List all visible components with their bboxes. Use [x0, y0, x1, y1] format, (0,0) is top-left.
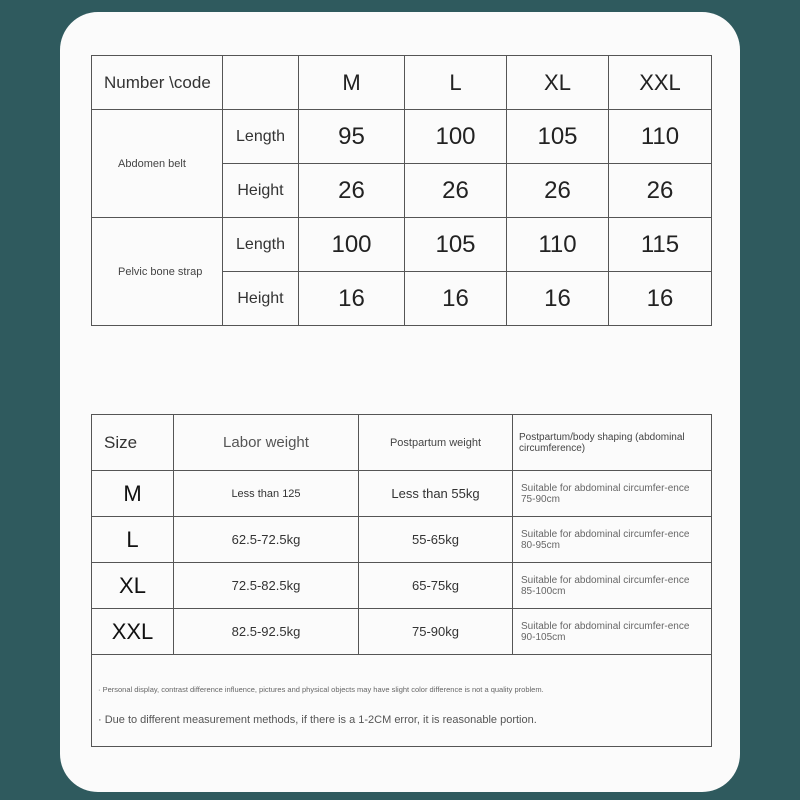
- postpartum-weight-cell: Less than 55kg: [359, 471, 513, 517]
- size-dimension-table: [91, 55, 712, 326]
- labor-weight-cell: 82.5-92.5kg: [174, 609, 359, 655]
- size-header-row: [92, 56, 712, 110]
- group-pelvic-bone-strap: Pelvic bone strap: [92, 218, 223, 326]
- circumference-cell: Suitable for abdominal circumfer-ence 80-95cm: [513, 517, 712, 563]
- table-row: [92, 110, 712, 164]
- value-cell: 100: [405, 110, 507, 164]
- dim-label: Length: [223, 110, 299, 164]
- header-body-shaping: Postpartum/body shaping (abdominal circumference): [513, 415, 712, 471]
- labor-weight-cell: 62.5-72.5kg: [174, 517, 359, 563]
- size-header-xxl: XXL: [609, 56, 712, 110]
- table-row: [92, 218, 712, 272]
- value-cell: 26: [299, 164, 405, 218]
- size-cell: XXL: [92, 609, 174, 655]
- header-labor-weight: Labor weight: [174, 415, 359, 471]
- header-size: Size: [92, 415, 174, 471]
- value-cell: 110: [507, 218, 609, 272]
- value-cell: 105: [405, 218, 507, 272]
- labor-weight-cell: Less than 125: [174, 471, 359, 517]
- value-cell: 16: [299, 272, 405, 326]
- value-cell: 100: [299, 218, 405, 272]
- value-cell: 16: [405, 272, 507, 326]
- notes-row: [92, 655, 712, 747]
- circumference-cell: Suitable for abdominal circumfer-ence 90-105cm: [513, 609, 712, 655]
- note-measurement-error: · Due to different measurement methods, if there is a 1-2CM error, it is reasonable portion.: [98, 714, 537, 726]
- circumference-cell: Suitable for abdominal circumfer-ence 85-100cm: [513, 563, 712, 609]
- size-header-l: L: [405, 56, 507, 110]
- value-cell: 95: [299, 110, 405, 164]
- dim-label: Height: [223, 164, 299, 218]
- table-row: [92, 471, 712, 517]
- group-abdomen-belt: Abdomen belt: [92, 110, 223, 218]
- table-row: [92, 517, 712, 563]
- size-chart-card: [60, 12, 740, 792]
- size-cell: XL: [92, 563, 174, 609]
- size-cell: L: [92, 517, 174, 563]
- circumference-cell: Suitable for abdominal circumfer-ence 75-90cm: [513, 471, 712, 517]
- value-cell: 26: [507, 164, 609, 218]
- value-cell: 115: [609, 218, 712, 272]
- postpartum-weight-cell: 75-90kg: [359, 609, 513, 655]
- note-color-difference: · Personal display, contrast difference influence, pictures and physical objects may have slight color difference is not a quality problem.: [98, 685, 544, 694]
- value-cell: 110: [609, 110, 712, 164]
- value-cell: 105: [507, 110, 609, 164]
- table-row: [92, 609, 712, 655]
- labor-weight-cell: 72.5-82.5kg: [174, 563, 359, 609]
- value-cell: 26: [609, 164, 712, 218]
- postpartum-weight-cell: 65-75kg: [359, 563, 513, 609]
- corner-blank-cell: [223, 56, 299, 110]
- weight-table: [91, 414, 712, 747]
- header-postpartum-weight: Postpartum weight: [359, 415, 513, 471]
- postpartum-weight-cell: 55-65kg: [359, 517, 513, 563]
- table-row: [92, 563, 712, 609]
- value-cell: 26: [405, 164, 507, 218]
- value-cell: 16: [507, 272, 609, 326]
- notes-cell: [92, 655, 712, 747]
- weight-header-row: [92, 415, 712, 471]
- corner-label: Number \code: [92, 56, 223, 110]
- size-header-m: M: [299, 56, 405, 110]
- size-cell: M: [92, 471, 174, 517]
- size-header-xl: XL: [507, 56, 609, 110]
- dim-label: Height: [223, 272, 299, 326]
- value-cell: 16: [609, 272, 712, 326]
- dim-label: Length: [223, 218, 299, 272]
